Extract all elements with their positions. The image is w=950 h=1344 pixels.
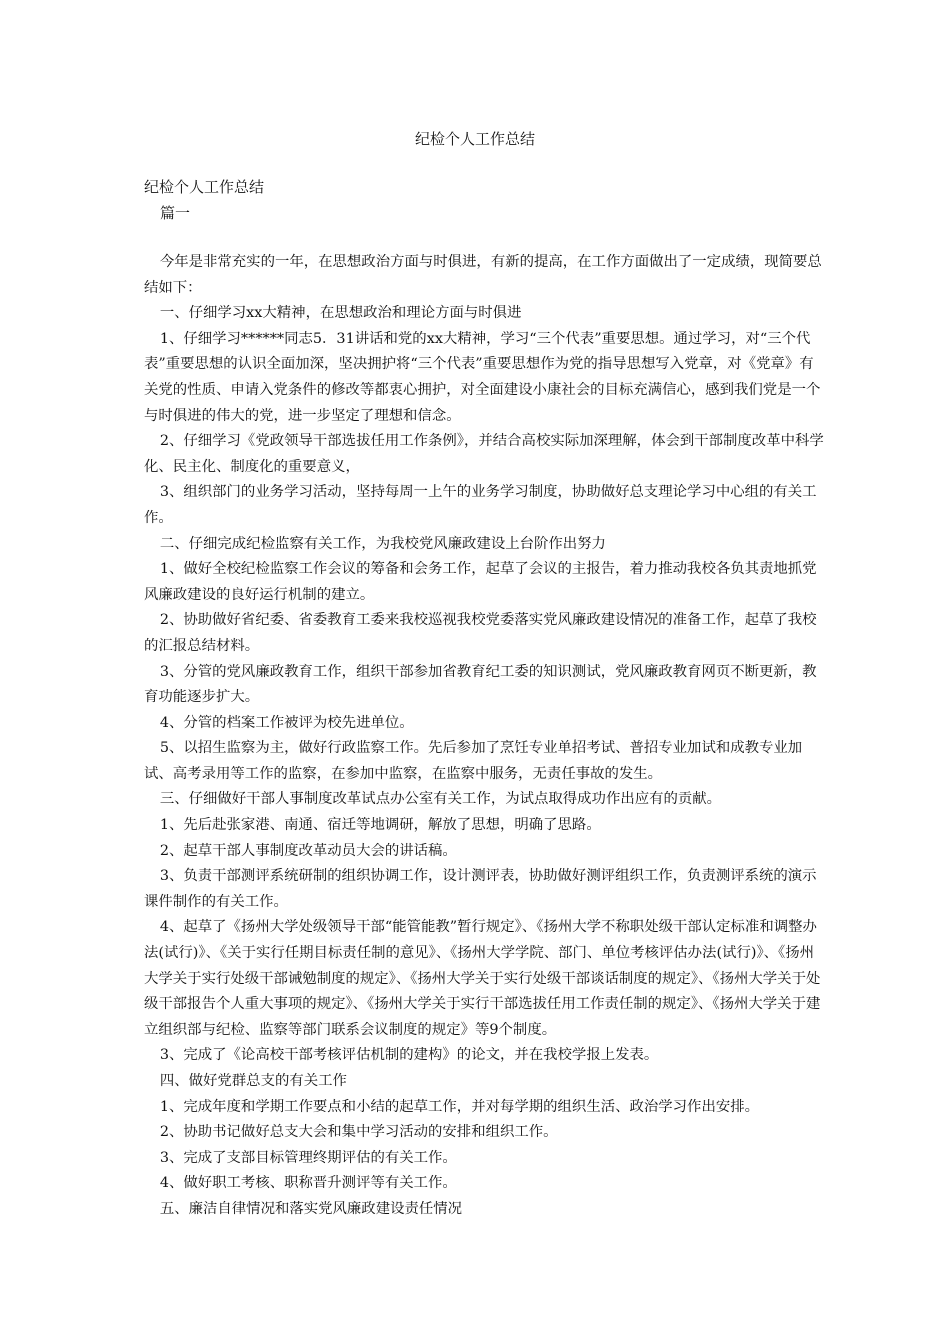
paragraph: 4、起草了《扬州大学处级领导干部“能管能教”暂行规定》、《扬州大学不称职处级干部认定标准和调整办法(试行)》、《关于实行任期目标责任制的意见》、《扬州大学学院、部门、单位考核评估办法(试行)》、《扬州大学关于实行处级干部诫勉制度的规定》、《扬州大学关于实行处级干部谈话制度的规定》、《扬州大学关于处级干部报告个人重大事项的规定》、《扬州大学关于实行干部选拔任用工作责任制的规定》、《扬州大学关于建立组织部与纪检、监察等部门联系会议制度的规定》等9个制度。 [144, 919, 821, 1038]
paragraph: 1、先后赴张家港、南通、宿迁等地调研，解放了思想，明确了思路。 [159, 817, 601, 834]
heading-section-3: 三、仔细做好干部人事制度改革试点办公室有关工作，为试点取得成功作出应有的贡献。 [159, 791, 722, 808]
paragraph: 5、以招生监察为主，做好行政监察工作。先后参加了烹饪专业单招考试、普招专业加试和成教专业加试、高考录用等工作的监察，在参加中监察，在监察中服务，无责任事故的发生。 [144, 740, 803, 782]
paragraph: 1、仔细学习******同志5．31讲话和党的xx大精神，学习“三个代表”重要思想。通过学习，对“三个代表”重要思想的认识全面加深，坚决拥护将“三个代表”重要思想作为党的指导思想写入党章，对《党章》有关党的性质、申请入党条件的修改等都衷心拥护，对全面建设小康社会的目标充满信心，感到我们党是一个与时俱进的伟大的党，进一步坚定了理想和信念。 [144, 330, 821, 424]
document-body [144, 250, 824, 1223]
paragraph: 1、做好全校纪检监察工作会议的筹备和会务工作，起草了会议的主报告，着力推动我校各负其责地抓党风廉政建设的良好运行机制的建立。 [144, 561, 817, 603]
paragraph: 3、分管的党风廉政教育工作，组织干部参加省教育纪工委的知识测试，党风廉政教育网页不断更新，教育功能逐步扩大。 [144, 663, 817, 706]
paragraph: 2、起草干部人事制度改革动员大会的讲话稿。 [159, 842, 457, 859]
paragraph-intro: 今年是非常充实的一年，在思想政治方面与时俱进，有新的提高，在工作方面做出了一定成绩，现简要总结如下： [144, 254, 822, 296]
paragraph: 3、负责干部测评系统研制的组织协调工作，设计测评表，协助做好测评组织工作，负责测评系统的演示课件制作的有关工作。 [144, 868, 817, 910]
paragraph: 4、分管的档案工作被评为校先进单位。 [159, 714, 414, 731]
document-title: 纪检个人工作总结 [414, 130, 535, 148]
paragraph: 2、协助书记做好总支大会和集中学习活动的安排和组织工作。 [159, 1124, 558, 1141]
paragraph: 3、完成了支部目标管理终期评估的有关工作。 [159, 1149, 457, 1166]
paragraph: 4、做好职工考核、职称晋升测评等有关工作。 [159, 1175, 457, 1192]
paragraph: 2、协助做好省纪委、省委教育工委来我校巡视我校党委落实党风廉政建设情况的准备工作，起草了我校的汇报总结材料。 [144, 612, 817, 654]
heading-section-4: 四、做好党群总支的有关工作 [159, 1073, 347, 1089]
heading-section-1: 一、仔细学习xx大精神，在思想政治和理论方面与时俱进 [159, 305, 522, 322]
paragraph: 2、仔细学习《党政领导干部选拔任用工作条例》，并结合高校实际加深理解，体会到干部制度改革中科学化、民主化、制度化的重要意义， [144, 433, 824, 475]
heading-section-5: 五、廉洁自律情况和落实党风廉政建设责任情况 [159, 1200, 463, 1217]
document-subtitle: 纪检个人工作总结 [144, 178, 265, 196]
section-label: 篇一 [160, 204, 191, 222]
heading-section-2: 二、仔细完成纪检监察有关工作，为我校党风廉政建设上台阶作出努力 [159, 535, 606, 552]
paragraph: 3、完成了《论高校干部考核评估机制的建构》的论文，并在我校学报上发表。 [159, 1047, 659, 1064]
paragraph: 1、完成年度和学期工作要点和小结的起草工作，并对每学期的组织生活、政治学习作出安排。 [159, 1098, 760, 1115]
paragraph: 3、组织部门的业务学习活动，坚持每周一上午的业务学习制度，协助做好总支理论学习中心组的有关工作。 [144, 484, 817, 526]
